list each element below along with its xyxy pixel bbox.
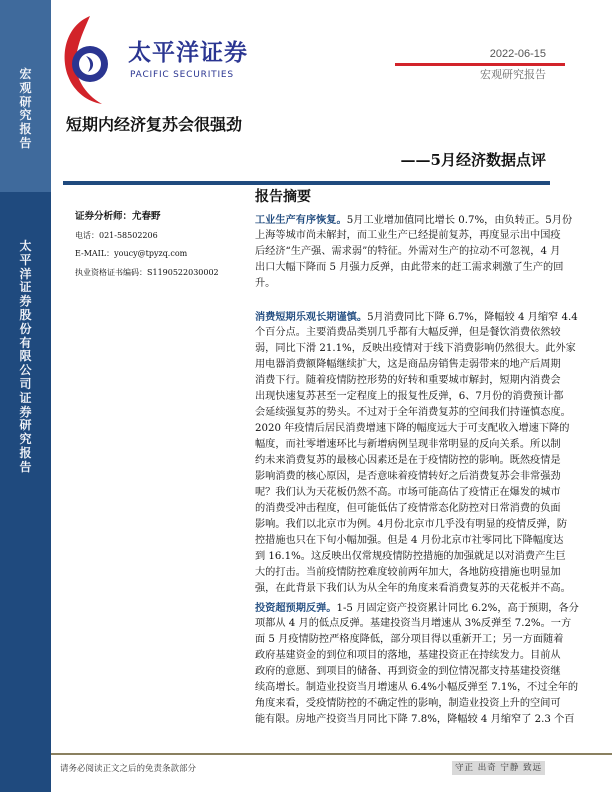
paragraph-line bbox=[255, 309, 578, 325]
paragraph-line bbox=[255, 648, 561, 664]
divider-red bbox=[395, 63, 565, 66]
line-text: 项都从 4 月的低点反弹。基建投资当月增速从 3%反弹至 7.2%。一方 bbox=[255, 618, 572, 629]
paragraph-line bbox=[255, 405, 571, 421]
paragraph-line bbox=[255, 228, 561, 244]
paragraph-line bbox=[255, 616, 572, 632]
paragraph-line bbox=[255, 389, 564, 405]
paragraph-line bbox=[255, 421, 570, 437]
line-text: 大的打击。当前疫情防控难度较前两年加大，各地防疫措施也明显加 bbox=[255, 567, 561, 578]
line-text: 消费下行。随着疫情防控形势的好转和重要城市解封，短期内消费会 bbox=[255, 375, 561, 386]
paragraph-investment bbox=[255, 600, 579, 728]
analyst-email: E-MAIL：youcy@tpyzq.com bbox=[75, 249, 188, 258]
line-text: 呢？我们认为天花板仍然不高。市场可能高估了疫情正在爆发的城市 bbox=[255, 487, 561, 498]
paragraph-line bbox=[255, 600, 579, 616]
paragraph-line bbox=[255, 341, 576, 357]
analyst-info bbox=[75, 208, 219, 282]
line-text: 用电器消费额降幅继续扩大，这是商品房销售走弱带来的地产后周期 bbox=[255, 359, 561, 370]
paragraph-line bbox=[255, 664, 561, 680]
paragraph-line bbox=[255, 325, 561, 341]
footer-disclaimer: 请务必阅读正文之后的免责条款部分 bbox=[60, 764, 197, 774]
paragraph-line bbox=[255, 276, 546, 292]
line-text: 强，在此背景下我们认为从全年的角度来看消费复苏的天花板并不高。 bbox=[255, 583, 571, 594]
line-text: 角度来看，受疫情防控的不确定性的影响，制造业投资上升的空间可 bbox=[255, 698, 561, 709]
line-text: 后经济“生产强、需求弱”的特征。外需对生产的拉动不可忽视，4 月 bbox=[255, 246, 561, 257]
paragraph-line bbox=[255, 437, 561, 453]
analyst-name: 证券分析师：尤春野 bbox=[75, 211, 161, 222]
paragraph-consumption bbox=[255, 309, 578, 597]
paragraph-industry bbox=[255, 212, 573, 292]
paragraph-line bbox=[255, 565, 561, 581]
line-text: 政府基建资金的到位和项目的落地，基建投资正在持续发力。目前从 bbox=[255, 650, 561, 661]
divider-blue bbox=[63, 181, 550, 185]
footer-divider bbox=[51, 753, 612, 755]
line-text: 控措施也只在下旬小幅加强。但是 4 月份北京市社零同比下降幅度达 bbox=[255, 535, 564, 546]
page-title: 短期内经济复苏会很强劲 bbox=[66, 115, 243, 134]
line-text: 政府的意愿、到项目的储备、再到资金的到位情况都支持基建投资继 bbox=[255, 666, 561, 677]
paragraph-line bbox=[255, 485, 561, 501]
line-text: 5月消费同比下降 6.7%，降幅较 4 月缩窄 4.4 bbox=[367, 312, 578, 323]
paragraph-highlight: 消费短期乐观长期谨慎。 bbox=[255, 311, 368, 323]
analyst-phone: 电话：021-58502206 bbox=[75, 230, 158, 240]
sidebar-top-label: 宏观研究报告 bbox=[19, 67, 32, 150]
paragraph-line bbox=[255, 712, 575, 728]
paragraph-line bbox=[255, 680, 579, 696]
line-text: 出口大幅下降而 5 月强力反弹，由此带来的赶工需求刺激了生产的回 bbox=[255, 262, 564, 273]
line-text: 的消费受冲击程度，但可能低估了疫情常态化防控对日常消费的负面 bbox=[255, 503, 561, 514]
paragraph-line bbox=[255, 244, 561, 260]
paragraph-line bbox=[255, 632, 564, 648]
report-date: 2022-06-15 bbox=[489, 48, 546, 60]
analyst-cert: 执业资格证书编码：S1190522030002 bbox=[75, 267, 219, 277]
paragraph-highlight: 投资超预期反弹。 bbox=[255, 602, 337, 614]
paragraph-line bbox=[255, 373, 561, 389]
line-text: 升。 bbox=[255, 278, 276, 289]
line-text: 影响。我们以北京市为例。4月份北京市几乎没有明显的疫情反弹，防 bbox=[255, 519, 568, 530]
line-text: 1-5 月固定资产投资累计同比 6.2%，高于预期，各分 bbox=[336, 603, 579, 614]
line-text: 上海等城市尚未解封，而工业生产已经提前复苏，再度显示出中国疫 bbox=[255, 230, 561, 241]
paragraph-line bbox=[255, 549, 566, 565]
line-text: 2020 年疫情后居民消费增速下降的幅度远大于可支配收入增速下降的 bbox=[255, 423, 570, 434]
paragraph-line bbox=[255, 533, 564, 549]
paragraph-line bbox=[255, 212, 573, 228]
line-text: 5月工业增加值同比增长 0.7%，由负转正。5月份 bbox=[346, 215, 573, 226]
report-type: 宏观研究报告 bbox=[480, 68, 546, 81]
summary-heading: 报告摘要 bbox=[255, 189, 311, 205]
sidebar-bottom-label: 太平洋证券股份有限公司证券研究报告 bbox=[19, 239, 32, 474]
line-text: 能有限。房地产投资当月同比下降 7.8%，降幅较 4 月缩窄了 2.3 个百 bbox=[255, 714, 575, 725]
line-text: 续高增长。制造业投资当月增速从 6.4%小幅反弹至 7.1%，不过全年的 bbox=[255, 682, 579, 693]
line-text: 会延续强复苏的势头。不过对于全年消费复苏的空间我们持谨慎态度。 bbox=[255, 407, 571, 418]
paragraph-highlight: 工业生产有序恢复。 bbox=[255, 214, 347, 226]
paragraph-line bbox=[255, 501, 561, 517]
line-text: 出现快速复苏甚至一定程度上的报复性反弹，6、7月份的消费预计都 bbox=[255, 391, 564, 402]
paragraph-line bbox=[255, 469, 561, 485]
footer-slogan: 守正 出奇 宁静 致远 bbox=[452, 761, 545, 775]
line-text: 约未来消费复苏的最核心因素还是在于疫情防控的影响。既然疫情是 bbox=[255, 455, 561, 466]
paragraph-line bbox=[255, 260, 564, 276]
line-text: 弱，同比下滑 21.1%，反映出疫情对于线下消费影响仍然很大。此外家 bbox=[255, 343, 576, 354]
page-subtitle: ——5月经济数据点评 bbox=[400, 151, 546, 169]
line-text: 幅度，而社零增速环比与新增病例呈现非常明显的反向关系。所以制 bbox=[255, 439, 561, 450]
line-text: 到 16.1%。这反映出仅常规疫情防控措施的加强就足以对消费产生巨 bbox=[255, 551, 566, 562]
brand-name-cn: 太平洋证券 bbox=[128, 40, 248, 66]
paragraph-line bbox=[255, 696, 561, 712]
paragraph-line bbox=[255, 581, 571, 597]
line-text: 影响消费的核心原因，是否意味着疫情转好之后消费复苏会非常强劲 bbox=[255, 471, 561, 482]
paragraph-line bbox=[255, 357, 561, 373]
line-text: 个百分点。主要消费品类别几乎都有大幅反弹，但是餐饮消费依然较 bbox=[255, 327, 561, 338]
line-text: 面 5 月疫情防控严格度降低，部分项目得以重新开工；另一方面随着 bbox=[255, 634, 564, 645]
paragraph-line bbox=[255, 517, 568, 533]
paragraph-line bbox=[255, 453, 561, 469]
pacific-securities-logo bbox=[58, 14, 108, 104]
brand-name-en: PACIFIC SECURITIES bbox=[130, 70, 234, 80]
